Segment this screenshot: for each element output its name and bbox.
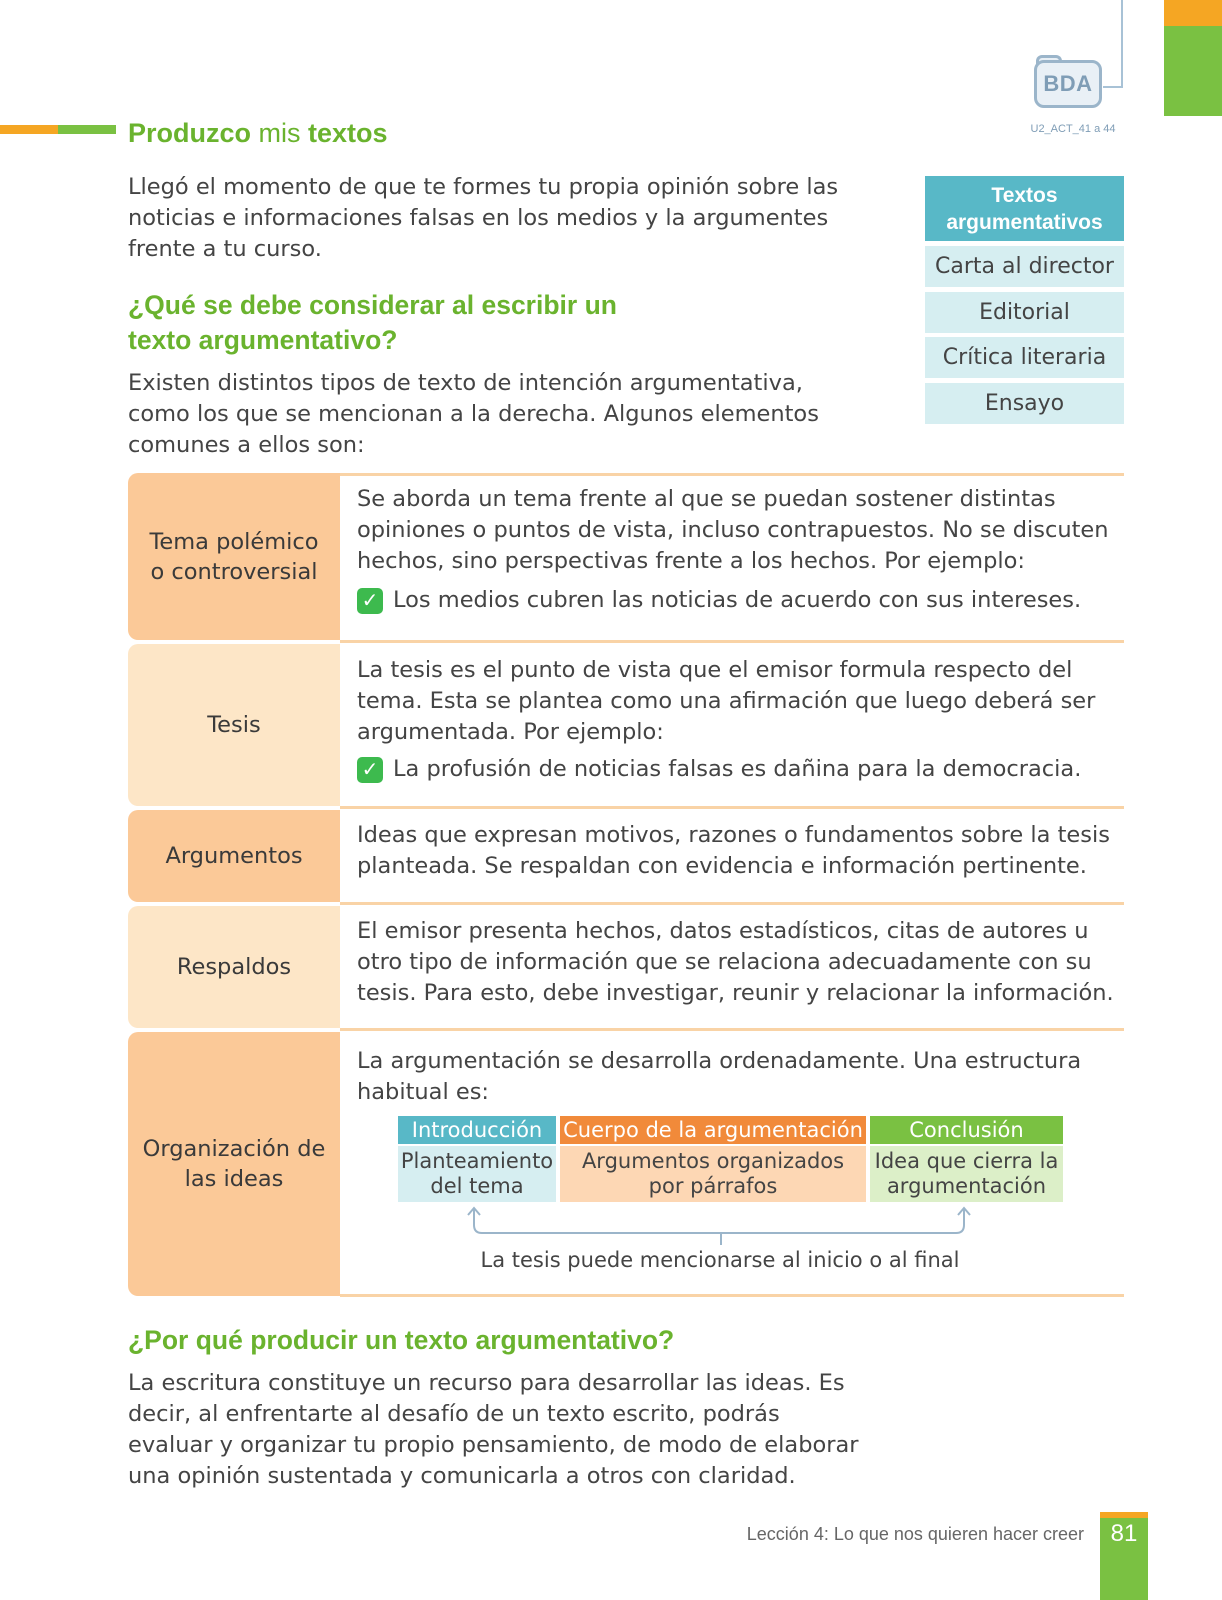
- example-row: [357, 754, 1117, 785]
- section1-heading: [128, 288, 848, 358]
- row-divider: [340, 473, 1124, 476]
- section2-paragraph: La escritura constituye un recurso para desarrollar las ideas. Es decir, al enfrentarte al desafío de un texto escrito, podrás evaluar y organizar tu propio pensamiento, de modo de elaborar una opinión sustentada y comunicarla a otros con claridad.: [128, 1370, 859, 1489]
- element-label-line: las ideas: [184, 1166, 284, 1192]
- element-label-tesis: [128, 644, 340, 806]
- example-text: La profusión de noticias falsas es dañina para la democracia.: [393, 756, 1082, 782]
- structure-body-line: argumentación: [886, 1174, 1047, 1198]
- element-label-line: o controversial: [150, 558, 318, 585]
- bda-folder-icon[interactable]: [1034, 60, 1102, 108]
- badge-connector-line: [1121, 0, 1123, 88]
- side-list-item: Carta al director: [925, 246, 1124, 287]
- example-text: Los medios cubren las noticias de acuerdo con sus intereses.: [393, 587, 1082, 613]
- element-label-line: Organización de: [142, 1136, 326, 1162]
- element-label-argumentos: [128, 810, 340, 902]
- badge-connector-line: [1103, 86, 1123, 88]
- element-label-tema: [128, 473, 340, 640]
- page-title: [128, 118, 388, 149]
- element-label-line: Tesis: [207, 712, 261, 738]
- structure-head-conclusion: Conclusión: [870, 1116, 1063, 1144]
- element-description-tema: [357, 484, 1117, 616]
- page-number: 81: [1110, 1520, 1138, 1547]
- corner-orange-bar: [1164, 0, 1222, 26]
- structure-head-introduccion: Introducción: [398, 1116, 556, 1144]
- footer-lesson: Lección 4: Lo que nos quieren hacer creer: [746, 1524, 1084, 1544]
- structure-body-line: Idea que cierra la: [874, 1149, 1059, 1173]
- tesis-bracket-arrows: [460, 1205, 990, 1245]
- structure-body-cuerpo: [560, 1146, 866, 1202]
- row-divider: [340, 902, 1124, 905]
- element-label-line: Tema polémico: [149, 528, 319, 555]
- section1-paragraph: Existen distintos tipos de texto de intención argumentativa, como los que se mencionan a la derecha. Algunos elementos comunes a ellos son:: [128, 370, 819, 458]
- row-divider: [340, 1028, 1124, 1031]
- element-label-respaldos: [128, 906, 340, 1028]
- side-list-item: Ensayo: [925, 383, 1124, 424]
- element-description-organizacion: La argumentación se desarrolla ordenadamente. Una estructura habitual es:: [357, 1048, 1082, 1105]
- row-divider: [340, 806, 1124, 809]
- element-description-tesis: [357, 655, 1117, 785]
- structure-body-introduccion: [398, 1146, 556, 1202]
- title-bold-2: textos: [308, 118, 388, 148]
- bda-label: BDA: [1043, 71, 1093, 96]
- side-list-title: [925, 176, 1124, 241]
- page-number-accent: [1100, 1512, 1148, 1518]
- section1-heading-line2: texto argumentativo?: [128, 325, 398, 355]
- intro-paragraph: Llegó el momento de que te formes tu propia opinión sobre las noticias e informaciones falsas en los medios y la argumentes frente a tu curso.: [128, 174, 839, 262]
- side-list-item: Crítica literaria: [925, 337, 1124, 378]
- tesis-note: La tesis puede mencionarse al inicio o al final: [480, 1248, 960, 1272]
- element-label-line: Argumentos: [165, 843, 303, 869]
- structure-body-line: del tema: [430, 1174, 524, 1198]
- structure-body-line: Argumentos organizados: [581, 1149, 845, 1173]
- section1-heading-line1: ¿Qué se debe considerar al escribir un: [128, 290, 617, 320]
- element-label-line: Respaldos: [176, 954, 292, 980]
- corner-green-bar: [1164, 26, 1222, 116]
- side-list-title-line2: argumentativos: [946, 210, 1103, 234]
- checkmark-icon: ✓: [357, 757, 383, 783]
- structure-body-line: por párrafos: [648, 1174, 778, 1198]
- side-list-title-line1: Textos: [991, 183, 1058, 207]
- title-green-bar: [58, 125, 116, 134]
- section2-heading: ¿Por qué producir un texto argumentativo?: [128, 1325, 675, 1355]
- bda-code: U2_ACT_41 a 44: [1030, 123, 1116, 135]
- element-description-argumentos: Ideas que expresan motivos, razones o fundamentos sobre la tesis planteada. Se respaldan con evidencia e información pertinente.: [357, 822, 1110, 879]
- structure-body-conclusion: [870, 1146, 1063, 1202]
- element-description-respaldos: El emisor presenta hechos, datos estadísticos, citas de autores u otro tipo de información que se relaciona adecuadamente con su tesis. Para esto, debe investigar, reunir y relacionar la información.: [357, 918, 1114, 1006]
- title-orange-bar: [0, 125, 58, 134]
- element-text: Se aborda un tema frente al que se puedan sostener distintas opiniones o puntos de vista, incluso contrapuestos. No se discuten hechos, sino perspectivas frente a los hechos. Por ejemplo:: [357, 486, 1109, 574]
- element-text: La tesis es el punto de vista que el emisor formula respecto del tema. Esta se plantea como una afirmación que luego deberá ser argumentada. Por ejemplo:: [357, 657, 1096, 745]
- title-light: mis: [251, 118, 309, 148]
- row-divider: [340, 640, 1124, 643]
- checkmark-icon: ✓: [357, 588, 383, 614]
- structure-head-cuerpo: Cuerpo de la argumentación: [560, 1116, 866, 1144]
- element-label-organizacion: [128, 1032, 340, 1296]
- example-row: [357, 585, 1117, 616]
- structure-body-line: Planteamiento: [400, 1149, 554, 1173]
- title-bold-1: Produzco: [128, 118, 252, 148]
- row-divider: [340, 1294, 1124, 1297]
- side-list-item: Editorial: [925, 292, 1124, 333]
